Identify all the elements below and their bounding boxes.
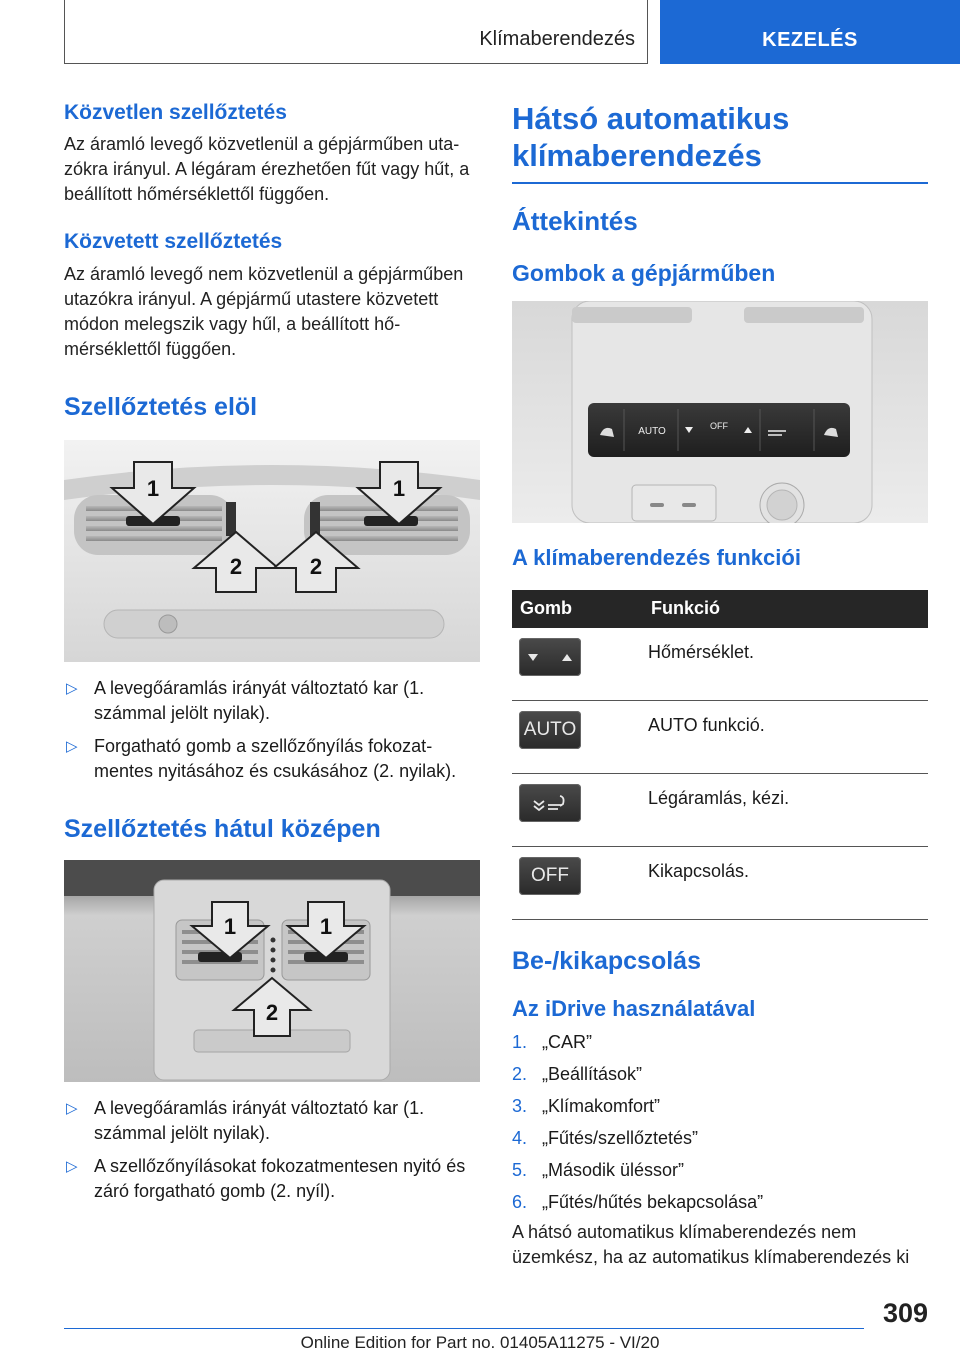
on-off-heading: Be-/kikapcsolás <box>512 946 701 975</box>
list-item: 4. „Fűtés/szellőztetés” <box>512 1127 699 1148</box>
left-column <box>64 100 480 1212</box>
page-number: 309 <box>882 1298 928 1328</box>
direct-ventilation-heading: Közvetlen szellőztetés <box>64 101 287 124</box>
table-row <box>512 628 928 701</box>
triangle-bullet-icon: ▷ <box>66 1099 78 1117</box>
front-ventilation-heading: Szellőztetés elöl <box>64 392 258 421</box>
front-vents-photo <box>64 440 480 662</box>
table-header-function: Funkció <box>643 590 928 628</box>
list-item: 6. „Fűtés/hűtés bekapcsolása” <box>512 1191 764 1212</box>
panel-off-label: OFF <box>710 421 728 432</box>
table-row <box>512 773 928 846</box>
front-callout-2a: 2 <box>229 553 243 579</box>
overview-heading: Áttekintés <box>512 206 638 237</box>
idrive-heading: Az iDrive használatával <box>512 995 756 1021</box>
front-callout-1b: 1 <box>392 475 406 501</box>
table-header-button: Gomb <box>512 590 643 628</box>
header-section-label: KEZELÉS <box>762 29 858 51</box>
footer-edition: Online Edition for Part no. 01405A11275 - VI/20 <box>300 1333 660 1352</box>
rear-callout-1a: 1 <box>223 913 237 939</box>
list-item: ▷ A levegőáramlás irányát változtató kar (1. számmal jelölt nyilak). <box>66 1097 425 1143</box>
indirect-ventilation-text: Az áramló levegő nem közvetlenül a gépjárműben utazókra irányul. A gépjármű utastere közvetett módon melegszik vagy hűl, a beállított hőmérséklettől függően. <box>64 263 464 359</box>
triangle-bullet-icon: ▷ <box>66 737 78 755</box>
airflow-manual-icon <box>519 784 581 822</box>
list-item: ▷ Forgatható gomb a szellőzőnyílás fokozatmentes nyitásához és csukásához (2. nyilak). <box>66 735 457 781</box>
front-callout-2b: 2 <box>309 553 323 579</box>
title-divider <box>512 182 928 184</box>
list-item: 1. „CAR” <box>512 1031 592 1052</box>
panel-auto-label: AUTO <box>638 426 666 438</box>
header-title-box <box>64 0 648 64</box>
header-title: Klímaberendezés <box>479 28 635 50</box>
page-title-line-1: Hátsó automatikus <box>512 101 790 136</box>
off-button-icon: OFF <box>519 857 581 895</box>
list-item: ▷ A szellőzőnyílásokat fokozatmentesen nyitó és záró forgatható gomb (2. nyíl). <box>66 1155 466 1201</box>
temperature-buttons-icon <box>519 638 581 676</box>
front-callout-1a: 1 <box>146 475 160 501</box>
functions-heading: A klímaberendezés funkciói <box>512 545 801 571</box>
rear-ventilation-list <box>64 1096 480 1204</box>
auto-button-icon: AUTO <box>519 711 581 749</box>
triangle-bullet-icon: ▷ <box>66 679 78 697</box>
page-title <box>512 100 928 174</box>
page-title-line-2: klímaberendezés <box>512 138 762 174</box>
list-item: 5. „Második üléssor” <box>512 1159 685 1180</box>
table-row <box>512 846 928 919</box>
functions-table <box>512 590 928 920</box>
list-item: 3. „Klímakomfort” <box>512 1095 661 1116</box>
list-item: ▷ A levegőáramlás irányát változtató kar (1. számmal jelölt nyilak). <box>66 677 425 723</box>
table-cell-function: Légáramlás, kézi. <box>643 773 928 846</box>
rear-callout-1b: 1 <box>319 913 333 939</box>
rear-callout-2: 2 <box>265 999 279 1025</box>
front-ventilation-list <box>64 676 480 784</box>
buttons-heading: Gombok a gépjárműben <box>512 259 776 286</box>
idrive-steps-list <box>512 1026 928 1218</box>
rear-center-ventilation-heading: Szellőztetés hátul középen <box>64 814 381 843</box>
rear-climate-panel-photo <box>512 301 928 523</box>
direct-ventilation-text: Az áramló levegő közvetlenül a gépjárműben utazókra irányul. A légáram érezhetően fűt vagy hűt, a beállított hőmérséklettől függően. <box>64 134 470 205</box>
table-cell-function: AUTO funkció. <box>643 700 928 773</box>
list-item: 2. „Beállítások” <box>512 1063 643 1084</box>
header-section-tab <box>660 0 960 64</box>
closing-text: A hátsó automatikus klímaberendezés nem üzemkész, ha az automatikus klímaberendezés ki <box>512 1221 910 1267</box>
table-cell-function: Kikapcsolás. <box>643 846 928 919</box>
triangle-bullet-icon: ▷ <box>66 1157 78 1175</box>
right-column <box>512 100 928 1270</box>
footer-divider <box>64 1328 864 1329</box>
indirect-ventilation-heading: Közvetett szellőztetés <box>64 230 283 254</box>
rear-vents-photo <box>64 860 480 1082</box>
table-cell-function: Hőmérséklet. <box>643 628 928 701</box>
table-row <box>512 700 928 773</box>
